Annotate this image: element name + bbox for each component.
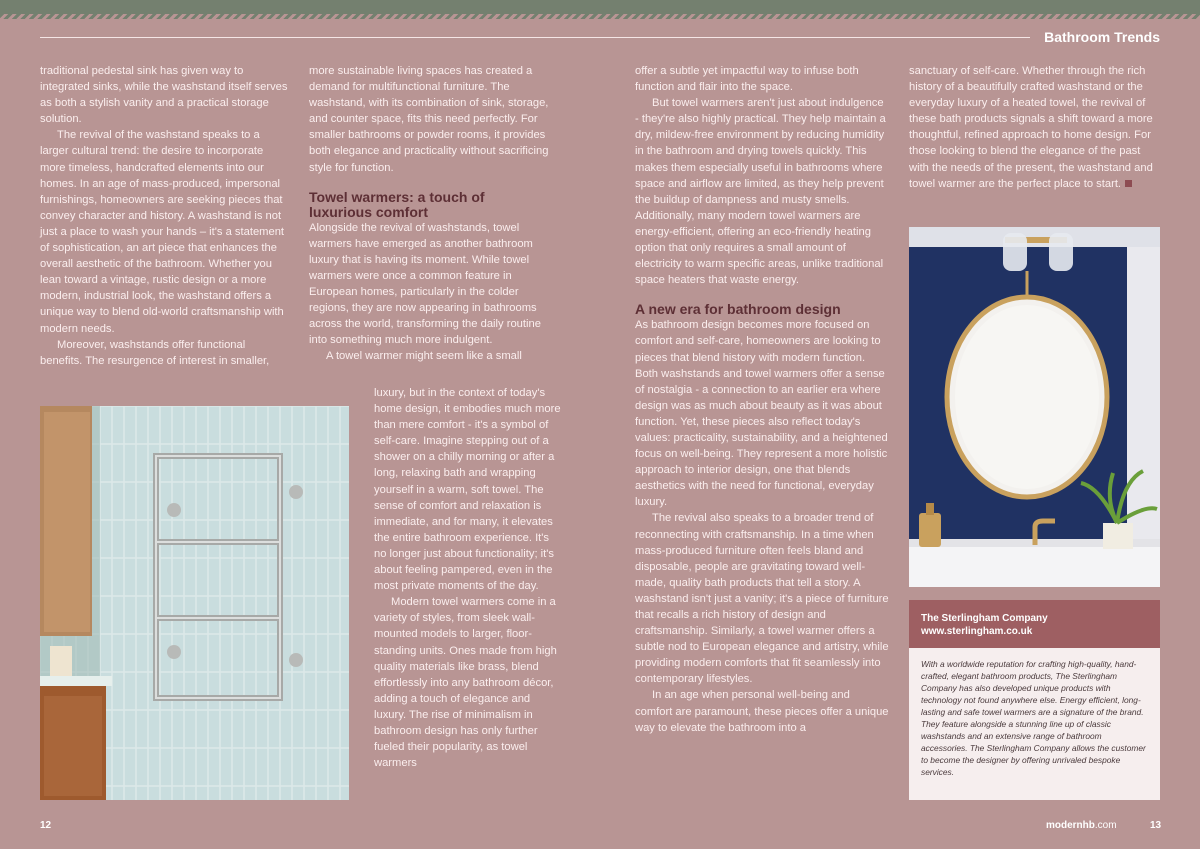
paragraph: A towel warmer might seem like a small <box>326 350 522 363</box>
paragraph: more sustainable living spaces has created a demand for multifunctional furniture. The washstand, with its combination of sink, storage, and counter space, fits this need perfectly. For smaller bathrooms or powder rooms, it provides both elegance and practicality without sacrificing style for function. <box>309 65 549 174</box>
paragraph: But towel warmers aren't just about indulgence - they're also highly practical. They help maintain a dry, mildew-free environment by reducing humidity in the bathroom and drying towels quickly. This makes them especially useful in bathrooms where space and airflow are limited, as they help prevent the buildup of dampness and musty smells. Additionally, many modern towel warmers are energy-efficient, offering an eco-friendly heating option that only requires a small amount of electricity to warm specific areas, unlike traditional space heaters that waste energy. <box>635 97 886 287</box>
paragraph: Alongside the revival of washstands, towel warmers have emerged as another bathroom luxury that is having its moment. While towel warmers were once a common feature in European homes, particularly in the colder regions, they are now appearing in bathrooms across the world, transforming the daily routine into something much more indulgent. <box>309 221 541 347</box>
paragraph: offer a subtle yet impactful way to infuse both function and flair into the space. <box>635 65 859 94</box>
paragraph: The revival also speaks to a broader trend of reconnecting with craftsmanship. In a time when mass-produced furniture often feels bland and disposable, people are gravitating toward well-made, quality bath products that tell a story. A washstand isn't just a vanity; it's a piece of furniture that recalls a rich history of design and craftsmanship. Similarly, a towel warmer offers a subtle nod to European elegance and artistry, while providing modern comforts that fit seamlessly into contemporary lifestyles. <box>635 512 889 686</box>
section-title: Bathroom Trends <box>1044 29 1160 45</box>
subheading-towel-warmers: Towel warmers: a touch of luxurious comfort <box>309 188 485 220</box>
page-number-left: 12 <box>40 820 52 831</box>
paragraph: traditional pedestal sink has given way to integrated sinks, while the washstand itself serves as both a stylish vanity and a practical storage solution. <box>40 65 288 126</box>
paragraph: Modern towel warmers come in a variety of styles, from sleek wall-mounted models to larger, floor-standing units. Ones made from high quality materials like brass, blend effortlessly into any bathroom décor, adding a touch of elegance and luxury. The rise of minimalism in bathroom design has only further fueled their popularity, as towel warmers <box>374 596 557 770</box>
paragraph: In an age when personal well-being and comfort are paramount, these pieces offer a unique way to elevate the bathroom into a <box>635 689 889 734</box>
paragraph: luxury, but in the context of today's home design, it embodies much more than mere comfort - it's a symbol of self-care. Imagine stepping out of a shower on a chilly morning or after a long, relaxing bath and wrapping yourself in a warm, soft towel. The sense of comfort and relaxation is immediate, and for many, it elevates the entire bathroom experience. It's no longer just about functionality; it's about feeling pampered, even in the most private moments of the day. <box>374 387 561 593</box>
top-band-zigzag <box>0 14 1200 19</box>
column-2-continued <box>374 385 561 771</box>
paragraph: The revival of the washstand speaks to a larger cultural trend: the desire to incorporate more timeless, handcrafted elements into our homes. In an age of mass-produced, impersonal furnishings, homeowners are seeking pieces that convey character and history. A washstand is not just a place to wash your hands – it's a statement of sophistication, an art piece that enhances the overall aesthetic of the bathroom. Whether you lean toward a vintage, rustic design or a more modern, industrial look, the washstand offers a unique way to blend old-world craftsmanship with modern needs. <box>40 129 285 335</box>
footer-website-name: modernhb <box>1046 820 1095 831</box>
mirror-vanity-photo <box>909 227 1160 587</box>
paragraph: sanctuary of self-care. Whether through the rich history of a beautifully crafted washstand or the everyday luxury of a heated towel, the revival of these bath products signals a shift toward a more thoughtful, refined approach to home design. For those looking to blend the elegance of the past with the needs of the present, the washstand and towel warmer are the perfect place to start. <box>909 65 1153 190</box>
paragraph: Moreover, washstands offer functional benefits. The resurgence of interest in smaller, <box>40 338 270 367</box>
towel-warmer-photo <box>40 406 349 800</box>
paragraph: As bathroom design becomes more focused on comfort and self-care, homeowners are looking to pieces that blend history with modern function. Both washstands and towel warmers offer a sense of nostalgia - a connection to an earlier era where design was as much about beauty as it was about function. Yet, these pieces also reflect today's values: practicality, sustainability, and a heightened focus on well-being. They represent a more holistic approach to interior design, one that blends aesthetics with the need for functional, everyday luxury. <box>635 319 888 509</box>
column-1 <box>40 63 290 369</box>
header-rule <box>40 37 1030 38</box>
column-3 <box>635 63 890 736</box>
footer-website[interactable] <box>1046 820 1117 831</box>
column-2 <box>309 63 561 365</box>
footer-website-suffix: .com <box>1094 820 1117 831</box>
page-number-right: 13 <box>1150 820 1162 831</box>
company-url-link[interactable]: www.sterlingham.co.uk <box>921 626 1033 637</box>
company-name: The Sterlingham Company <box>921 613 1048 624</box>
subheading-new-era: A new era for bathroom design <box>635 301 841 318</box>
column-4 <box>909 63 1161 192</box>
end-of-article-mark <box>1125 180 1132 187</box>
company-info-body: With a worldwide reputation for crafting high-quality, hand-crafted, elegant bathroom products, The Sterlingham Company has also developed unique products with technology not found anywhere else. Energy efficient, long-lasting and safe towel warmers are a signature of the brand. They feature alongside a stunning line up of classic washstands and an extensive range of bathroom accessories. The Sterlingham Company allows the customer to become the designer by offering unrivaled bespoke services. <box>909 648 1160 800</box>
company-info-header <box>909 600 1160 648</box>
